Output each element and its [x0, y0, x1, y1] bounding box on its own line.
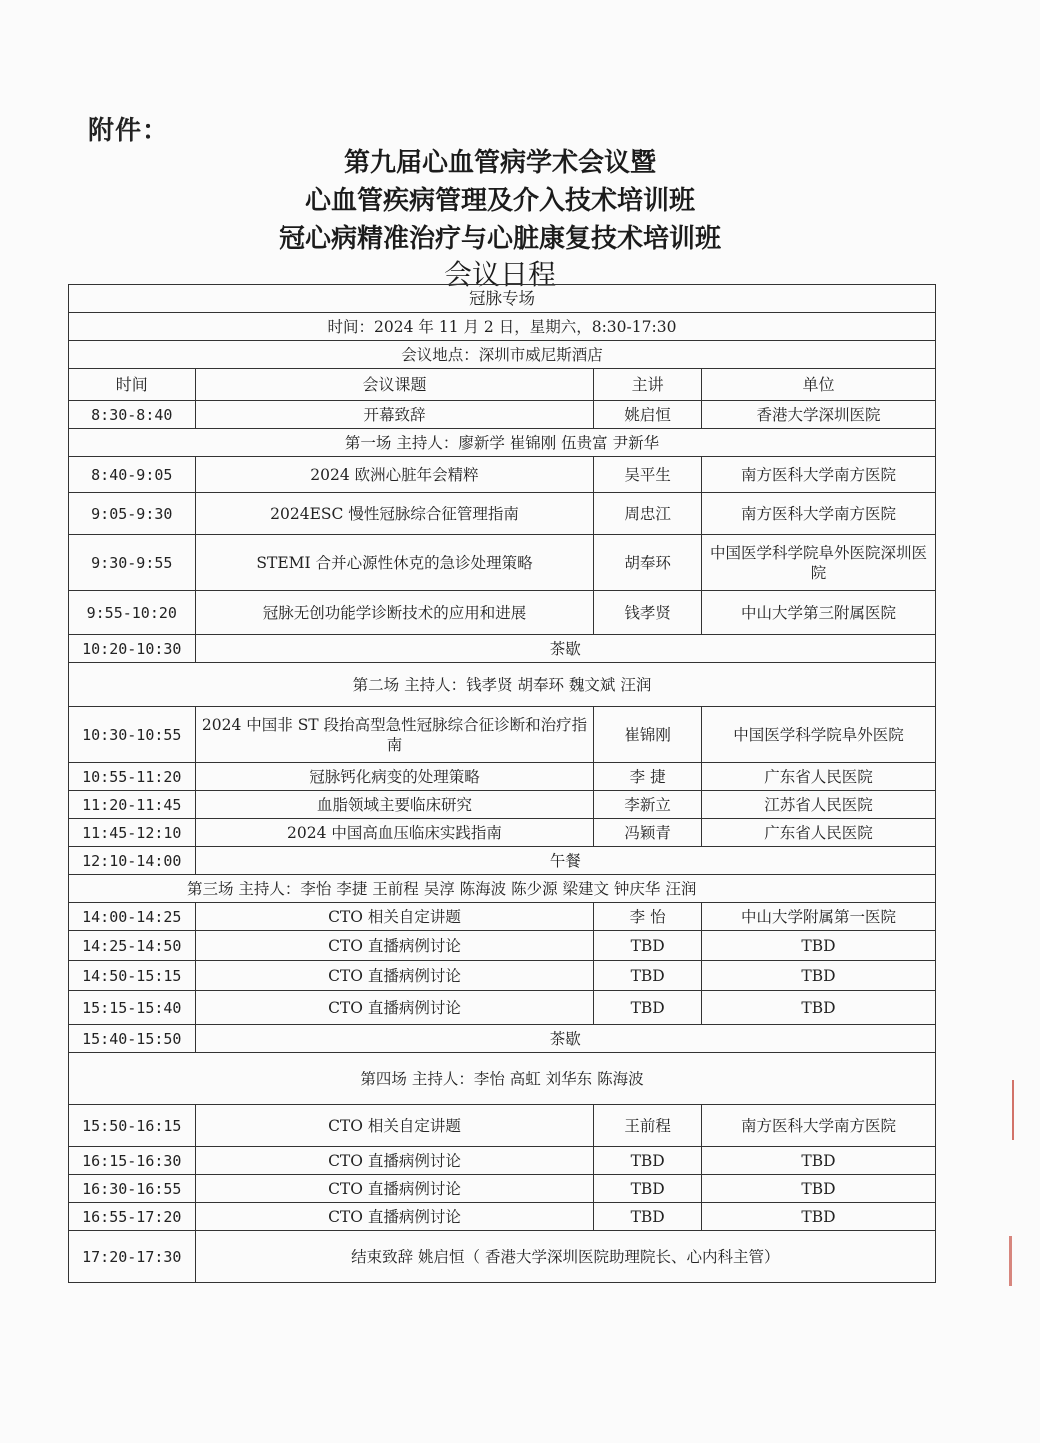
- speaker-cell: 姚启恒: [594, 401, 701, 429]
- organization-cell: TBD: [701, 991, 935, 1025]
- section-row: [69, 663, 936, 707]
- column-header-organization: 单位: [701, 369, 935, 401]
- time-cell: 10:55-11:20: [69, 763, 196, 791]
- speaker-cell: TBD: [594, 991, 701, 1025]
- time-cell: 17:20-17:30: [69, 1231, 196, 1283]
- topic-cell: CTO 相关自定讲题: [195, 903, 594, 931]
- speaker-cell: 李新立: [594, 791, 701, 819]
- section-row: [69, 1053, 936, 1105]
- table-row: [69, 819, 936, 847]
- organization-cell: 南方医科大学南方医院: [701, 1105, 935, 1147]
- table-row: [69, 493, 936, 535]
- time-cell: 8:30-8:40: [69, 401, 196, 429]
- time-cell: 15:40-15:50: [69, 1025, 196, 1053]
- topic-cell: CTO 直播病例讨论: [195, 961, 594, 991]
- speaker-cell: 胡奉环: [594, 535, 701, 591]
- break-row: [69, 1025, 936, 1053]
- column-header-topic: 会议课题: [195, 369, 594, 401]
- organization-cell: 广东省人民医院: [701, 819, 935, 847]
- break-cell: 茶歇: [195, 1025, 935, 1053]
- topic-cell: 2024ESC 慢性冠脉综合征管理指南: [195, 493, 594, 535]
- topic-cell: CTO 直播病例讨论: [195, 1175, 594, 1203]
- break-row: [69, 847, 936, 875]
- table-row: [69, 1203, 936, 1231]
- table-row: [69, 457, 936, 493]
- speaker-cell: 李 怡: [594, 903, 701, 931]
- organization-cell: TBD: [701, 1203, 935, 1231]
- table-row: [69, 1231, 936, 1283]
- title-line-1: 第九届心血管病学术会议暨: [343, 148, 656, 178]
- organization-cell: 香港大学深圳医院: [701, 401, 935, 429]
- time-cell: 16:15-16:30: [69, 1147, 196, 1175]
- organization-cell: 南方医科大学南方医院: [701, 457, 935, 493]
- speaker-cell: 冯颖青: [594, 819, 701, 847]
- session-time: 时间：2024 年 11 月 2 日，星期六，8:30-17:30: [69, 313, 936, 341]
- schedule-table: [68, 284, 936, 1283]
- table-row: [69, 961, 936, 991]
- topic-cell: CTO 直播病例讨论: [195, 931, 594, 961]
- time-cell: 14:00-14:25: [69, 903, 196, 931]
- topic-cell: STEMI 合并心源性休克的急诊处理策略: [195, 535, 594, 591]
- organization-cell: TBD: [701, 931, 935, 961]
- time-cell: 11:45-12:10: [69, 819, 196, 847]
- speaker-cell: TBD: [594, 961, 701, 991]
- time-cell: 8:40-9:05: [69, 457, 196, 493]
- table-row: [69, 1105, 936, 1147]
- topic-cell: CTO 直播病例讨论: [195, 991, 594, 1025]
- table-row: [69, 1175, 936, 1203]
- section-host-cell: 第三场 主持人：李怡 李捷 王前程 吴淳 陈海波 陈少源 梁建文 钟庆华 汪润: [69, 875, 936, 903]
- time-cell: 10:30-10:55: [69, 707, 196, 763]
- section-row: [69, 875, 936, 903]
- speaker-cell: 周忠江: [594, 493, 701, 535]
- speaker-cell: 钱孝贤: [594, 591, 701, 635]
- break-cell: 午餐: [195, 847, 935, 875]
- column-header-time: 时间: [69, 369, 196, 401]
- table-row: [69, 903, 936, 931]
- time-cell: 12:10-14:00: [69, 847, 196, 875]
- time-cell: 16:30-16:55: [69, 1175, 196, 1203]
- section-host-cell: 第四场 主持人：李怡 高虹 刘华东 陈海波: [69, 1053, 936, 1105]
- time-cell: 9:05-9:30: [69, 493, 196, 535]
- speaker-cell: 王前程: [594, 1105, 701, 1147]
- table-row: [69, 791, 936, 819]
- time-cell: 14:25-14:50: [69, 931, 196, 961]
- topic-cell: 2024 中国高血压临床实践指南: [195, 819, 594, 847]
- column-header-speaker: 主讲: [594, 369, 701, 401]
- topic-cell: CTO 直播病例讨论: [195, 1147, 594, 1175]
- title-line-2: 心血管疾病管理及介入技术培训班: [304, 186, 695, 216]
- time-cell: 10:20-10:30: [69, 635, 196, 663]
- section-row: [69, 429, 936, 457]
- time-cell: 11:20-11:45: [69, 791, 196, 819]
- topic-cell: 2024 中国非 ST 段抬高型急性冠脉综合征诊断和治疗指南: [195, 707, 594, 763]
- speaker-cell: TBD: [594, 1203, 701, 1231]
- red-mark: [1012, 1080, 1024, 1140]
- time-cell: 14:50-15:15: [69, 961, 196, 991]
- speaker-cell: 崔锦刚: [594, 707, 701, 763]
- organization-cell: 中国医学科学院阜外医院: [701, 707, 935, 763]
- speaker-cell: TBD: [594, 931, 701, 961]
- title-line-3: 冠心病精准治疗与心脏康复技术培训班: [278, 224, 721, 254]
- section-host-cell: 第二场 主持人：钱孝贤 胡奉环 魏文斌 汪润: [69, 663, 936, 707]
- organization-cell: TBD: [701, 1175, 935, 1203]
- time-cell: 15:15-15:40: [69, 991, 196, 1025]
- title-line-4: 会议日程: [443, 258, 556, 291]
- organization-cell: 中山大学第三附属医院: [701, 591, 935, 635]
- speaker-cell: TBD: [594, 1147, 701, 1175]
- time-cell: 16:55-17:20: [69, 1203, 196, 1231]
- organization-cell: 南方医科大学南方医院: [701, 493, 935, 535]
- organization-cell: 广东省人民医院: [701, 763, 935, 791]
- organization-cell: TBD: [701, 961, 935, 991]
- topic-cell: 血脂领域主要临床研究: [195, 791, 594, 819]
- topic-cell: 开幕致辞: [195, 401, 594, 429]
- speaker-cell: TBD: [594, 1175, 701, 1203]
- time-cell: 15:50-16:15: [69, 1105, 196, 1147]
- topic-cell: CTO 直播病例讨论: [195, 1203, 594, 1231]
- speaker-cell: 李 捷: [594, 763, 701, 791]
- section-host-cell: 第一场 主持人：廖新学 崔锦刚 伍贵富 尹新华: [69, 429, 936, 457]
- organization-cell: TBD: [701, 1147, 935, 1175]
- table-row: [69, 591, 936, 635]
- session-location: 会议地点：深圳市威尼斯酒店: [69, 341, 936, 369]
- topic-cell: CTO 相关自定讲题: [195, 1105, 594, 1147]
- organization-cell: 江苏省人民医院: [701, 791, 935, 819]
- time-cell: 9:55-10:20: [69, 591, 196, 635]
- organization-cell: 中山大学附属第一医院: [701, 903, 935, 931]
- attachment-label: 附件：: [88, 116, 170, 146]
- session-name: 冠脉专场: [69, 285, 936, 313]
- table-row: [69, 707, 936, 763]
- topic-cell: 冠脉无创功能学诊断技术的应用和进展: [195, 591, 594, 635]
- red-mark: [1009, 1236, 1018, 1286]
- break-cell: 茶歇: [195, 635, 935, 663]
- topic-cell: 2024 欧洲心脏年会精粹: [195, 457, 594, 493]
- break-row: [69, 635, 936, 663]
- table-row: [69, 535, 936, 591]
- time-cell: 9:30-9:55: [69, 535, 196, 591]
- closing-cell: 结束致辞 姚启恒（ 香港大学深圳医院助理院长、心内科主管）: [195, 1231, 935, 1283]
- document-titles: [0, 144, 1000, 292]
- table-row: [69, 401, 936, 429]
- speaker-cell: 吴平生: [594, 457, 701, 493]
- table-row: [69, 763, 936, 791]
- table-row: [69, 931, 936, 961]
- topic-cell: 冠脉钙化病变的处理策略: [195, 763, 594, 791]
- organization-cell: 中国医学科学院阜外医院深圳医院: [701, 535, 935, 591]
- table-row: [69, 1147, 936, 1175]
- table-row: [69, 991, 936, 1025]
